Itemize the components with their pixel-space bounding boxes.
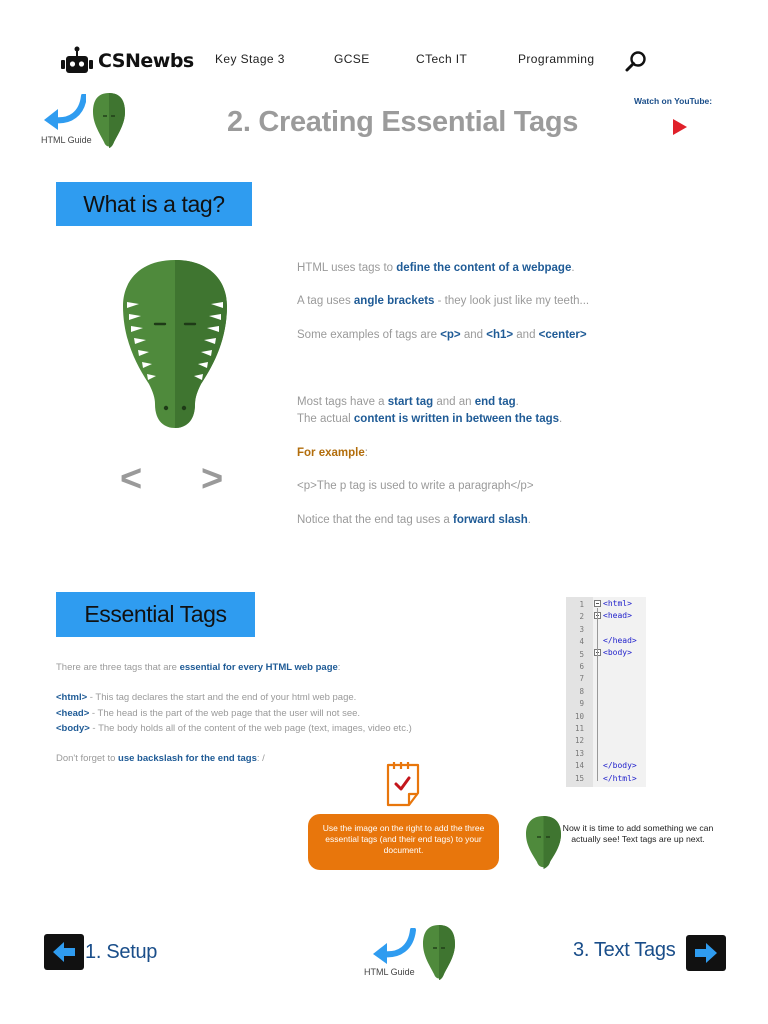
section-heading-essential-tags: Essential Tags (56, 592, 255, 637)
code-line-number: 9 (579, 699, 584, 709)
next-page-link[interactable]: 3. Text Tags (573, 939, 676, 961)
code-line-number: 3 (579, 624, 584, 634)
guide-label: HTML Guide (364, 967, 415, 977)
prev-page-button[interactable] (44, 934, 84, 970)
brand-name: CSNewbs (98, 50, 194, 72)
code-line-number: 7 (579, 674, 584, 684)
example-label: For example: (297, 447, 368, 459)
angle-bracket-right: > (201, 458, 224, 500)
arrow-right-icon (686, 935, 726, 971)
arrow-left-icon (44, 934, 84, 970)
code-line-number: 14 (574, 761, 584, 771)
tag-text-line-5: The actual content is written in between the tags. (297, 413, 563, 425)
code-line-number: 5 (579, 649, 584, 659)
next-page-button[interactable] (686, 935, 726, 971)
youtube-label[interactable]: Watch on YouTube: (634, 96, 713, 106)
essential-intro: There are three tags that are essential for every HTML web page: (56, 662, 341, 673)
fold-guide-line (597, 657, 598, 767)
html-guide-link[interactable] (40, 92, 132, 152)
guide-label: HTML Guide (41, 135, 92, 145)
clipboard-check-icon (385, 761, 421, 807)
curved-arrow-icon (370, 928, 416, 964)
curved-arrow-icon (42, 94, 86, 130)
tag-desc-html: <html> - This tag declares the start and the end of your html web page. (56, 692, 357, 703)
crocodile-icon (525, 815, 562, 871)
fold-toggle-icon (594, 600, 601, 607)
site-logo[interactable] (60, 44, 194, 78)
nav-gcse[interactable]: GCSE (334, 52, 370, 66)
code-head-close: </head> (603, 636, 637, 645)
tag-desc-head: <head> - The head is the part of the web page that the user will not see. (56, 708, 361, 719)
code-line-number: 2 (579, 612, 584, 622)
code-line-number: 8 (579, 686, 584, 696)
code-line-number: 15 (574, 773, 584, 783)
task-box: Use the image on the right to add the three essential tags (and their end tags) to your document. (308, 814, 499, 870)
example-code: <p>The p tag is used to write a paragraph</p> (297, 480, 534, 492)
nav-key-stage-3[interactable]: Key Stage 3 (215, 52, 285, 66)
backslash-reminder: Don't forget to use backslash for the end tags: / (56, 753, 265, 764)
prev-page-link[interactable]: 1. Setup (85, 941, 158, 963)
crocodile-mascot-icon (119, 258, 231, 430)
tag-text-line-2: A tag uses angle brackets - they look just like my teeth... (297, 295, 590, 307)
tag-text-line-4: Most tags have a start tag and an end tag. (297, 396, 519, 408)
page-title: 2. Creating Essential Tags (227, 106, 579, 138)
section-heading-what-is-a-tag: What is a tag? (56, 182, 252, 226)
tag-text-line-3: Some examples of tags are <p> and <h1> and <center> (297, 329, 587, 341)
robot-logo-icon (60, 46, 94, 76)
tag-text-line-1: HTML uses tags to define the content of a webpage. (297, 262, 575, 274)
html-guide-link-bottom[interactable] (362, 922, 462, 984)
code-line-number: 10 (574, 711, 584, 721)
search-icon[interactable] (624, 50, 648, 74)
code-html-open: <html> (603, 599, 632, 608)
code-line-number: 1 (579, 600, 584, 609)
crocodile-icon (422, 924, 456, 982)
code-body-close: </body> (603, 761, 637, 770)
tag-text-line-6: Notice that the end tag uses a forward slash. (297, 514, 531, 526)
play-icon[interactable] (673, 119, 687, 135)
code-html-close: </html> (603, 774, 637, 783)
tag-desc-body: <body> - The body holds all of the content of the web page (text, images, video etc.) (56, 723, 412, 734)
code-head-open: <head> (603, 611, 632, 620)
next-topic-note: Now it is time to add something we can actually see! Text tags are up next. (562, 823, 714, 845)
code-line-number: 11 (574, 724, 584, 733)
crocodile-icon (92, 92, 126, 150)
angle-bracket-left: < (120, 458, 143, 500)
code-line-number: 4 (579, 637, 584, 647)
code-line-number: 6 (579, 662, 584, 671)
code-body-open: <body> (603, 648, 632, 657)
nav-ctech-it[interactable]: CTech IT (416, 52, 468, 66)
nav-programming[interactable]: Programming (518, 52, 595, 66)
code-line-number: 12 (574, 736, 584, 746)
code-line-number: 13 (574, 748, 584, 758)
